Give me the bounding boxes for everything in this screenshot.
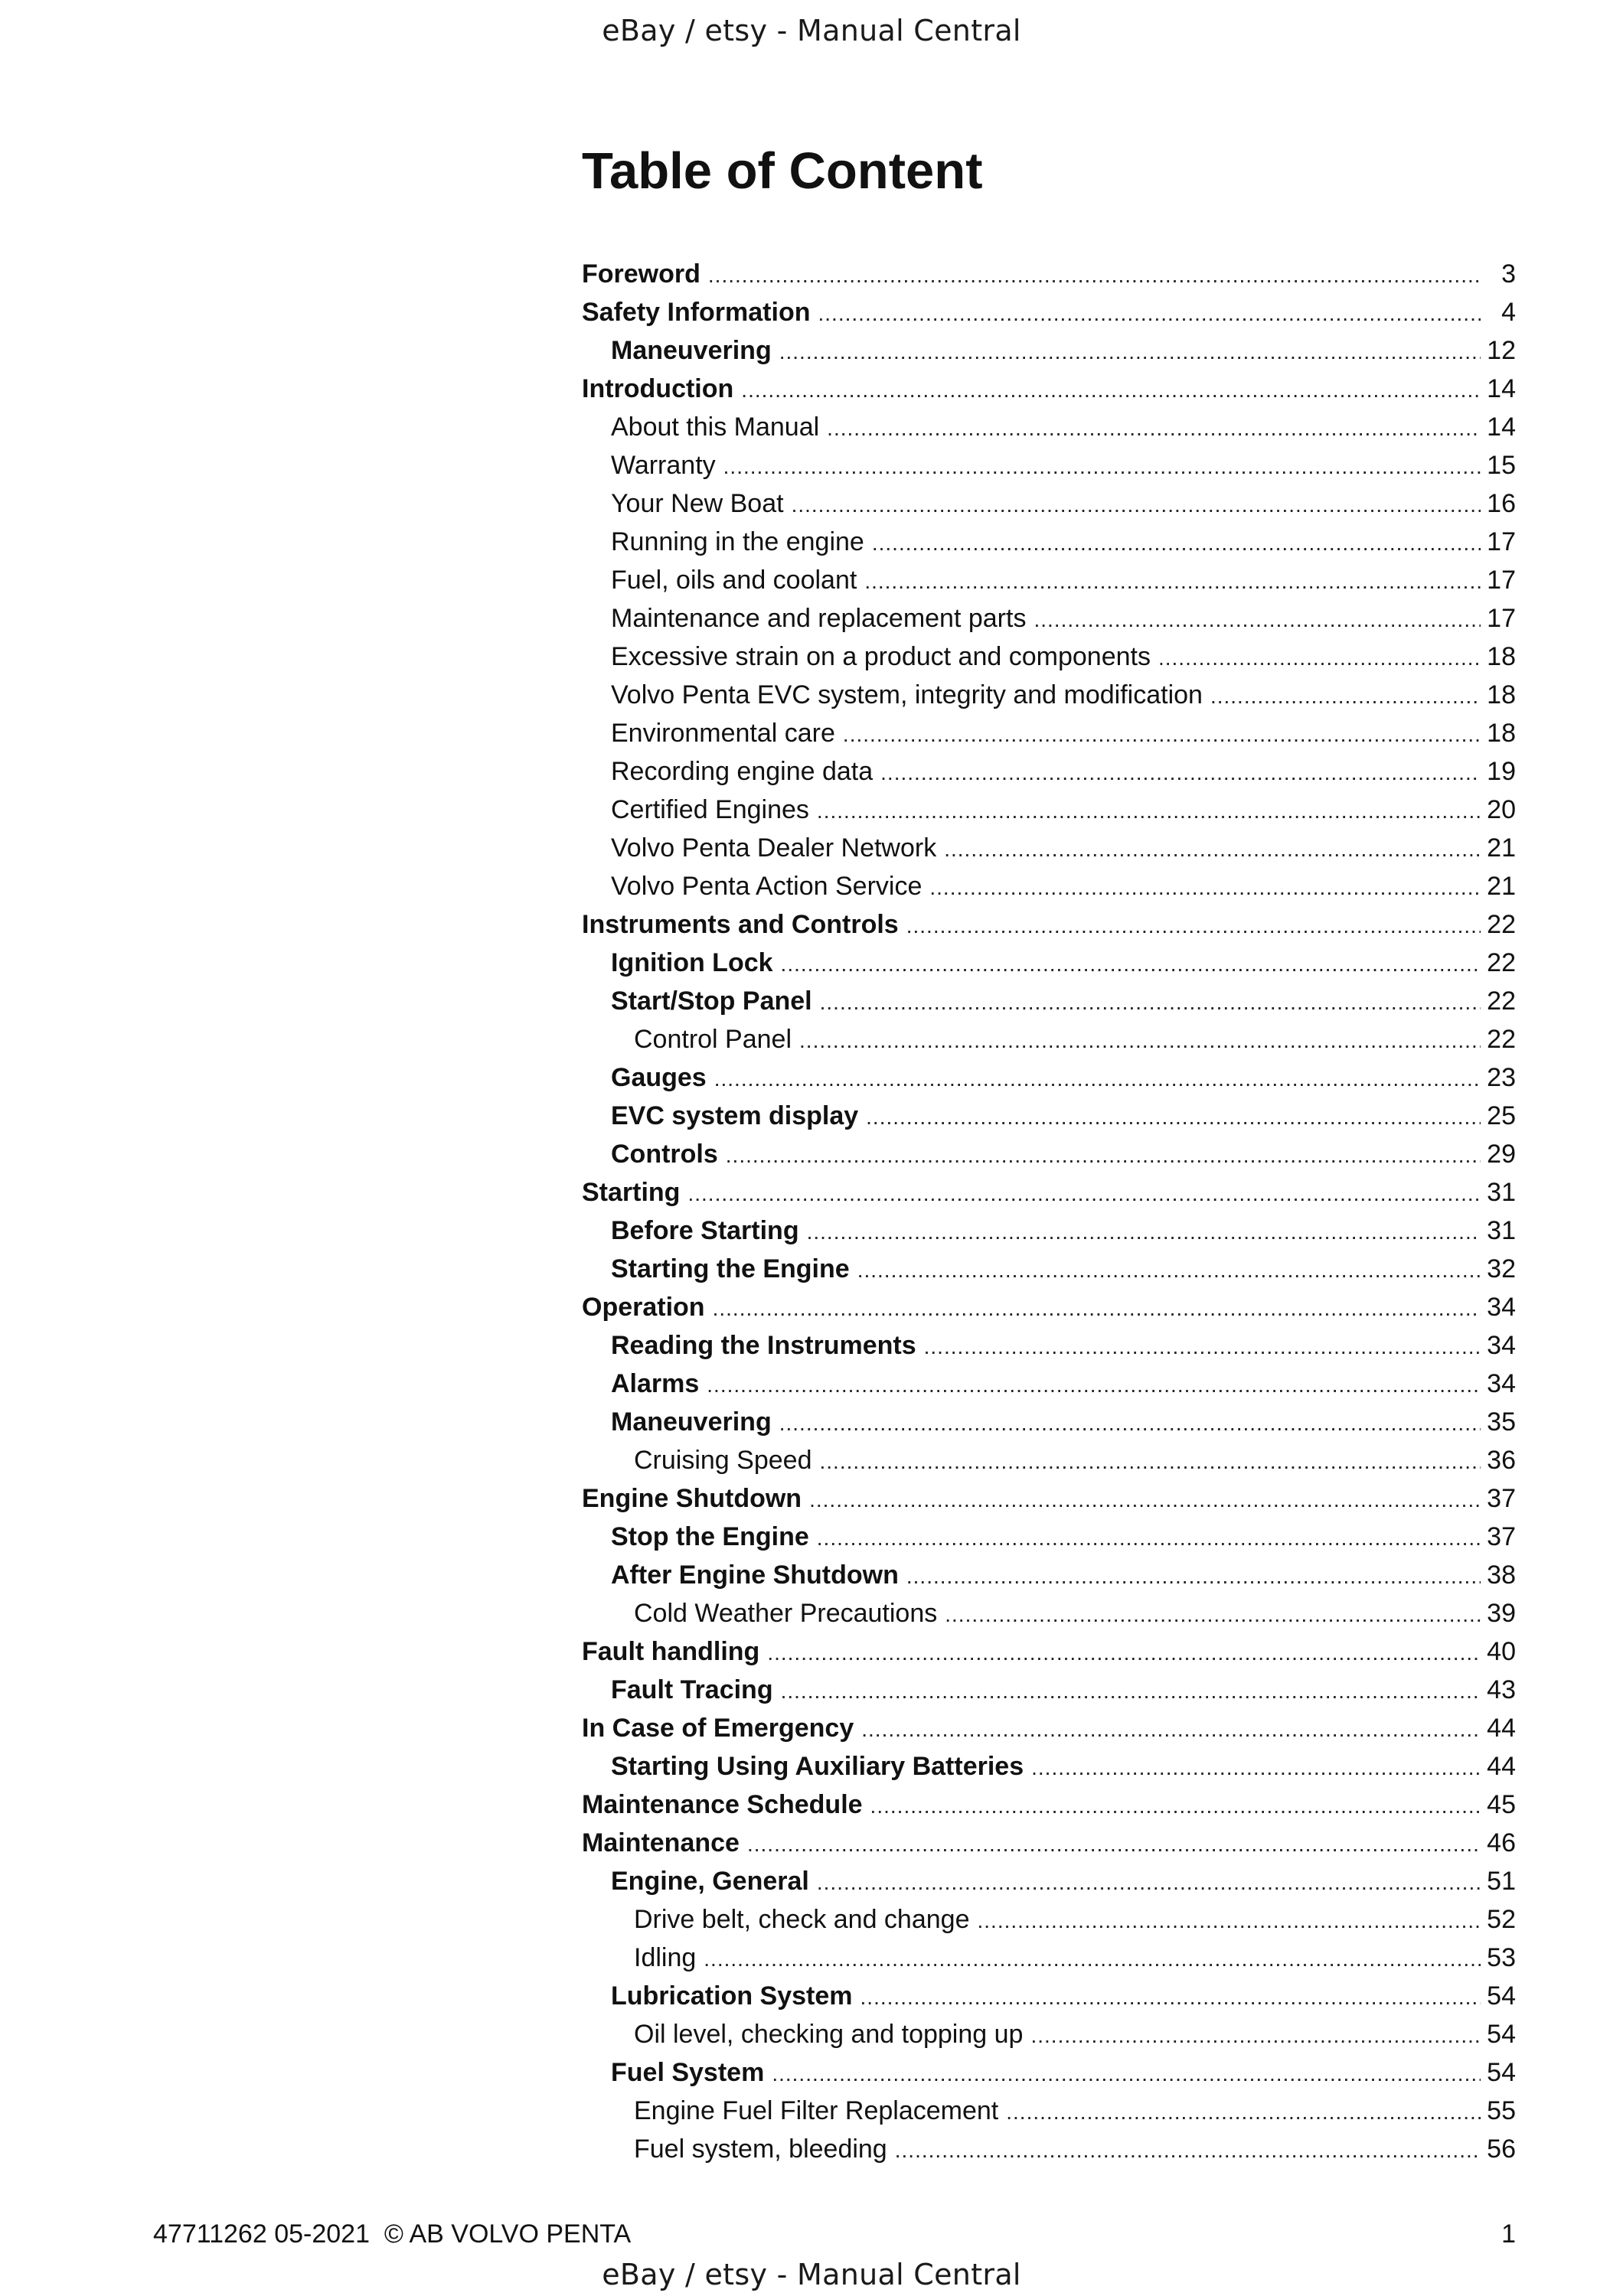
toc-entry-label: Starting Using Auxiliary Batteries	[611, 1752, 1024, 1781]
toc-entry-label: In Case of Emergency	[582, 1714, 854, 1743]
toc-entry[interactable]	[582, 867, 1516, 905]
toc-entry-label: Starting the Engine	[611, 1254, 850, 1283]
toc-dot-leader	[1034, 601, 1481, 639]
footer-page-number: 1	[1501, 2219, 1516, 2249]
toc-dot-leader	[708, 256, 1481, 295]
toc-entry-page: 34	[1487, 1369, 1516, 1398]
toc-entry-label: Excessive strain on a product and components	[611, 642, 1151, 671]
table-of-contents	[582, 255, 1516, 2168]
toc-entry-page: 17	[1487, 604, 1516, 633]
page-title: Table of Content	[582, 142, 983, 200]
toc-dot-leader	[924, 1328, 1481, 1366]
toc-entry[interactable]	[582, 982, 1516, 1020]
toc-entry-label: Maintenance Schedule	[582, 1790, 863, 1819]
toc-entry-label: Control Panel	[634, 1025, 792, 1054]
toc-dot-leader	[723, 448, 1481, 486]
toc-dot-leader	[713, 1290, 1481, 1328]
toc-entry-page: 16	[1487, 489, 1516, 518]
toc-entry-page: 52	[1487, 1905, 1516, 1934]
toc-entry-page: 14	[1487, 413, 1516, 442]
toc-dot-leader	[741, 371, 1481, 409]
toc-entry-page: 53	[1487, 1943, 1516, 1972]
toc-dot-leader	[687, 1175, 1481, 1213]
toc-entry[interactable]	[582, 1862, 1516, 1900]
toc-entry-label: Engine, General	[611, 1867, 809, 1896]
toc-entry-page: 25	[1487, 1101, 1516, 1130]
toc-dot-leader	[827, 409, 1481, 448]
toc-dot-leader	[809, 1481, 1481, 1519]
toc-entry-page: 22	[1487, 948, 1516, 977]
toc-dot-leader	[906, 907, 1481, 945]
toc-entry-page: 46	[1487, 1828, 1516, 1857]
toc-entry-page: 51	[1487, 1867, 1516, 1896]
toc-entry-label: Reading the Instruments	[611, 1331, 916, 1360]
toc-dot-leader	[1158, 639, 1481, 677]
toc-entry[interactable]	[582, 1479, 1516, 1518]
toc-entry-label: Safety Information	[582, 298, 811, 327]
toc-entry-page: 31	[1487, 1178, 1516, 1207]
toc-entry[interactable]	[582, 599, 1516, 638]
toc-entry[interactable]	[582, 638, 1516, 676]
toc-dot-leader	[781, 945, 1481, 983]
toc-entry-label: Stop the Engine	[611, 1522, 809, 1551]
toc-dot-leader	[772, 2055, 1481, 2093]
toc-dot-leader	[870, 1787, 1481, 1825]
toc-entry-page: 20	[1487, 795, 1516, 824]
toc-entry-page: 22	[1487, 910, 1516, 939]
toc-entry-page: 31	[1487, 1216, 1516, 1245]
toc-entry-page: 17	[1487, 566, 1516, 595]
toc-dot-leader	[945, 1596, 1481, 1634]
toc-entry-page: 21	[1487, 872, 1516, 901]
toc-entry[interactable]	[582, 1365, 1516, 1403]
toc-entry-page: 37	[1487, 1522, 1516, 1551]
toc-entry[interactable]	[582, 905, 1516, 944]
toc-entry-label: Operation	[582, 1293, 705, 1322]
toc-entry[interactable]	[582, 293, 1516, 331]
toc-dot-leader	[906, 1557, 1481, 1596]
toc-entry[interactable]	[582, 829, 1516, 867]
toc-entry[interactable]	[582, 1939, 1516, 1977]
toc-dot-leader	[977, 1902, 1481, 1940]
toc-entry-page: 38	[1487, 1561, 1516, 1590]
toc-dot-leader	[779, 333, 1481, 371]
toc-entry-page: 44	[1487, 1714, 1516, 1743]
toc-entry-page: 34	[1487, 1293, 1516, 1322]
toc-entry-label: Your New Boat	[611, 489, 784, 518]
toc-dot-leader	[747, 1825, 1481, 1864]
toc-dot-leader	[895, 2131, 1481, 2170]
toc-dot-leader	[820, 983, 1481, 1022]
toc-dot-leader	[779, 1404, 1481, 1443]
toc-entry[interactable]	[582, 1977, 1516, 2015]
toc-entry-page: 3	[1501, 259, 1516, 289]
toc-dot-leader	[817, 792, 1481, 830]
toc-entry-page: 14	[1487, 374, 1516, 403]
toc-entry-page: 34	[1487, 1331, 1516, 1360]
toc-entry-page: 45	[1487, 1790, 1516, 1819]
toc-dot-leader	[707, 1366, 1481, 1404]
toc-entry[interactable]	[582, 370, 1516, 408]
toc-entry[interactable]	[582, 1824, 1516, 1862]
toc-entry-label: Fuel system, bleeding	[634, 2135, 887, 2164]
toc-entry-page: 54	[1487, 2020, 1516, 2049]
toc-entry-label: Idling	[634, 1943, 697, 1972]
toc-entry[interactable]	[582, 2015, 1516, 2053]
toc-entry-label: Maintenance and replacement parts	[611, 604, 1027, 633]
toc-entry-label: Start/Stop Panel	[611, 987, 812, 1016]
toc-entry-label: Maintenance	[582, 1828, 740, 1857]
toc-dot-leader	[861, 1711, 1481, 1749]
toc-entry-page: 40	[1487, 1637, 1516, 1666]
toc-entry[interactable]	[582, 676, 1516, 714]
toc-entry-label: EVC system display	[611, 1101, 859, 1130]
toc-dot-leader	[1030, 2017, 1481, 2055]
toc-dot-leader	[726, 1137, 1481, 1175]
toc-entry-label: Engine Shutdown	[582, 1484, 802, 1513]
toc-entry-label: Instruments and Controls	[582, 910, 899, 939]
toc-entry-page: 35	[1487, 1407, 1516, 1437]
toc-dot-leader	[714, 1060, 1481, 1098]
toc-entry-label: Before Starting	[611, 1216, 799, 1245]
toc-entry-page: 15	[1487, 451, 1516, 480]
toc-entry-label: Maneuvering	[611, 336, 772, 365]
toc-entry-label: Ignition Lock	[611, 948, 773, 977]
toc-entry-label: Cruising Speed	[634, 1446, 812, 1475]
toc-entry[interactable]	[582, 714, 1516, 752]
toc-dot-leader	[866, 1098, 1481, 1137]
toc-entry-label: Gauges	[611, 1063, 707, 1092]
toc-entry-label: Introduction	[582, 374, 734, 403]
toc-entry[interactable]	[582, 1900, 1516, 1939]
toc-entry-page: 18	[1487, 719, 1516, 748]
toc-entry-page: 54	[1487, 2058, 1516, 2087]
toc-entry-page: 18	[1487, 680, 1516, 709]
toc-entry-page: 37	[1487, 1484, 1516, 1513]
toc-entry-label: Environmental care	[611, 719, 835, 748]
toc-entry[interactable]	[582, 791, 1516, 829]
toc-entry-label: Fault Tracing	[611, 1675, 773, 1704]
toc-entry-label: Fuel, oils and coolant	[611, 566, 857, 595]
toc-dot-leader	[781, 1672, 1481, 1711]
toc-entry-label: Running in the engine	[611, 527, 864, 556]
toc-entry-page: 39	[1487, 1599, 1516, 1628]
toc-entry[interactable]	[582, 1173, 1516, 1212]
toc-entry[interactable]	[582, 561, 1516, 599]
toc-entry[interactable]	[582, 523, 1516, 561]
toc-dot-leader	[929, 869, 1481, 907]
toc-entry[interactable]	[582, 408, 1516, 446]
toc-entry-label: Fault handling	[582, 1637, 760, 1666]
toc-dot-leader	[819, 1443, 1481, 1481]
toc-entry-label: Recording engine data	[611, 757, 874, 786]
toc-entry-page: 18	[1487, 642, 1516, 671]
watermark-top: eBay / etsy - Manual Central	[602, 14, 1021, 47]
toc-entry-page: 23	[1487, 1063, 1516, 1092]
toc-entry[interactable]	[582, 944, 1516, 982]
toc-entry[interactable]	[582, 1671, 1516, 1709]
toc-entry-page: 36	[1487, 1446, 1516, 1475]
toc-entry[interactable]	[582, 1786, 1516, 1824]
toc-dot-leader	[792, 486, 1481, 524]
toc-dot-leader	[843, 716, 1481, 754]
toc-entry-page: 29	[1487, 1140, 1516, 1169]
toc-entry[interactable]	[582, 2053, 1516, 2092]
toc-entry[interactable]	[582, 1058, 1516, 1097]
toc-entry-label: Certified Engines	[611, 795, 809, 824]
toc-entry[interactable]	[582, 752, 1516, 791]
toc-entry-label: Foreword	[582, 259, 700, 289]
toc-entry[interactable]	[582, 1403, 1516, 1441]
toc-entry-label: Volvo Penta Dealer Network	[611, 833, 937, 863]
toc-dot-leader	[880, 754, 1481, 792]
toc-entry[interactable]	[582, 1288, 1516, 1326]
toc-dot-leader	[807, 1213, 1481, 1251]
toc-dot-leader	[1031, 1749, 1481, 1787]
toc-dot-leader	[864, 563, 1481, 601]
toc-entry[interactable]	[582, 1556, 1516, 1594]
toc-dot-leader	[857, 1251, 1481, 1290]
toc-entry[interactable]	[582, 446, 1516, 484]
toc-dot-leader	[704, 1940, 1481, 1978]
toc-entry-page: 17	[1487, 527, 1516, 556]
toc-entry[interactable]	[582, 1097, 1516, 1135]
toc-dot-leader	[818, 295, 1481, 333]
toc-entry-page: 12	[1487, 336, 1516, 365]
toc-entry-label: Volvo Penta Action Service	[611, 872, 923, 901]
toc-entry-label: Oil level, checking and topping up	[634, 2020, 1024, 2049]
toc-entry[interactable]	[582, 484, 1516, 523]
toc-entry[interactable]	[582, 1747, 1516, 1786]
toc-entry[interactable]	[582, 1135, 1516, 1173]
toc-entry-page: 55	[1487, 2096, 1516, 2125]
toc-entry-label: Engine Fuel Filter Replacement	[634, 2096, 999, 2125]
toc-entry[interactable]	[582, 1212, 1516, 1250]
toc-dot-leader	[817, 1864, 1481, 1902]
toc-entry[interactable]	[582, 2130, 1516, 2168]
toc-dot-leader	[944, 830, 1481, 869]
toc-dot-leader	[767, 1634, 1481, 1672]
toc-entry[interactable]	[582, 1441, 1516, 1479]
toc-entry-label: Starting	[582, 1178, 681, 1207]
watermark-bottom: eBay / etsy - Manual Central	[602, 2258, 1021, 2291]
toc-entry-label: Volvo Penta EVC system, integrity and modification	[611, 680, 1203, 709]
toc-entry[interactable]	[582, 255, 1516, 293]
toc-entry-label: Maneuvering	[611, 1407, 772, 1437]
toc-dot-leader	[860, 1978, 1481, 2017]
toc-dot-leader	[1006, 2093, 1481, 2131]
toc-entry[interactable]	[582, 1594, 1516, 1632]
toc-entry-page: 43	[1487, 1675, 1516, 1704]
toc-entry-label: Controls	[611, 1140, 718, 1169]
toc-entry-page: 21	[1487, 833, 1516, 863]
toc-dot-leader	[799, 1022, 1481, 1060]
toc-entry-page: 56	[1487, 2135, 1516, 2164]
toc-entry[interactable]	[582, 1326, 1516, 1365]
toc-entry-label: Lubrication System	[611, 1981, 853, 2011]
toc-dot-leader	[872, 524, 1481, 563]
toc-entry-page: 4	[1501, 298, 1516, 327]
toc-entry[interactable]	[582, 1709, 1516, 1747]
toc-entry-page: 22	[1487, 987, 1516, 1016]
toc-entry[interactable]	[582, 331, 1516, 370]
toc-entry-page: 54	[1487, 1981, 1516, 2011]
toc-entry[interactable]	[582, 1250, 1516, 1288]
toc-entry-label: Warranty	[611, 451, 716, 480]
toc-entry-page: 22	[1487, 1025, 1516, 1054]
toc-entry[interactable]	[582, 1632, 1516, 1671]
toc-entry-label: About this Manual	[611, 413, 820, 442]
toc-entry[interactable]	[582, 2092, 1516, 2130]
toc-entry-page: 32	[1487, 1254, 1516, 1283]
toc-entry[interactable]	[582, 1020, 1516, 1058]
toc-dot-leader	[817, 1519, 1481, 1557]
toc-entry-page: 44	[1487, 1752, 1516, 1781]
toc-entry-label: Fuel System	[611, 2058, 765, 2087]
toc-entry-label: After Engine Shutdown	[611, 1561, 899, 1590]
toc-entry-page: 19	[1487, 757, 1516, 786]
toc-entry[interactable]	[582, 1518, 1516, 1556]
toc-entry-label: Drive belt, check and change	[634, 1905, 970, 1934]
toc-entry-label: Cold Weather Precautions	[634, 1599, 938, 1628]
toc-entry-label: Alarms	[611, 1369, 700, 1398]
footer-document-info: 47711262 05-2021 © AB VOLVO PENTA	[153, 2219, 632, 2249]
toc-dot-leader	[1210, 677, 1481, 716]
